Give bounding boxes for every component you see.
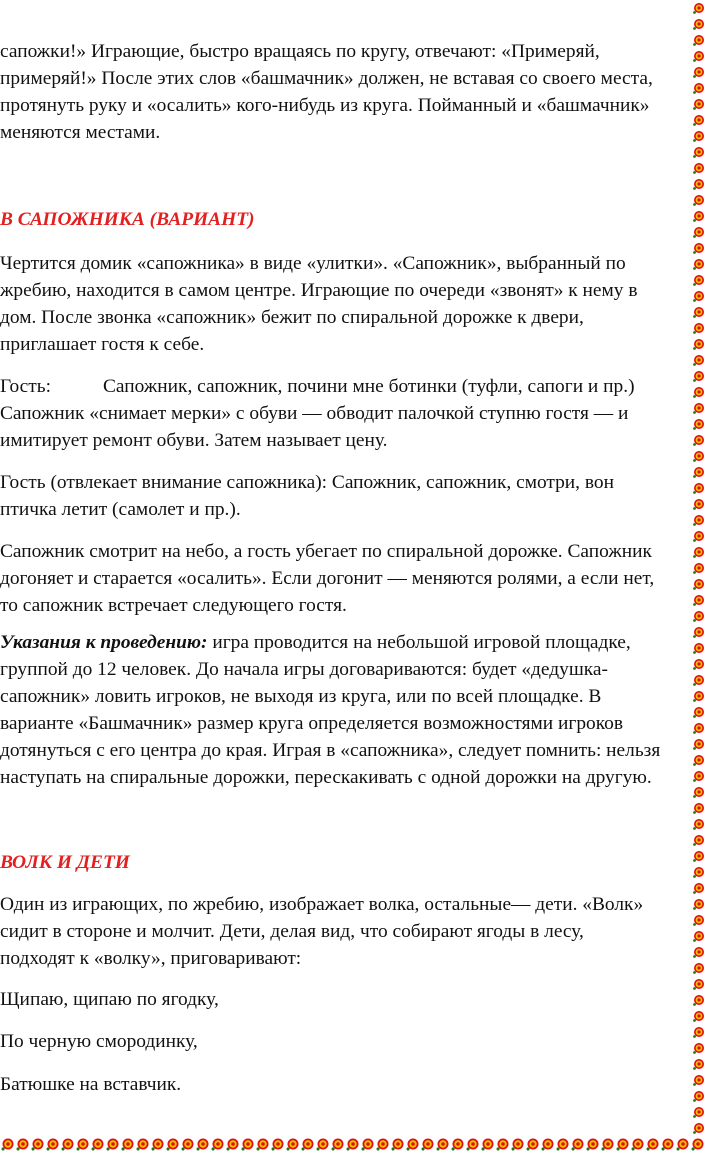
red-flower-icon xyxy=(693,1107,704,1118)
intro-paragraph xyxy=(0,38,690,146)
red-flower-icon xyxy=(137,1139,149,1151)
red-flower-icon xyxy=(302,1139,314,1151)
red-flower-icon xyxy=(497,1139,509,1151)
red-flower-icon xyxy=(693,339,704,350)
red-flower-icon xyxy=(693,979,704,990)
section-heading-volk: ВОЛК И ДЕТИ xyxy=(0,852,130,873)
red-flower-icon xyxy=(47,1139,59,1151)
speaker-label: Гость: xyxy=(0,376,51,397)
red-flower-icon xyxy=(693,947,704,958)
text-line: подходят к «волку», приговаривают: xyxy=(0,948,302,969)
red-flower-icon xyxy=(693,163,704,174)
paragraph-instructions xyxy=(0,629,692,791)
text-line: варианте «Башмачник» размер круга определяется возможностями игроков xyxy=(0,713,624,734)
red-flower-icon xyxy=(693,1091,704,1102)
red-flower-icon xyxy=(693,51,704,62)
red-flower-icon xyxy=(693,835,704,846)
red-flower-icon xyxy=(62,1139,74,1151)
red-flower-icon xyxy=(377,1139,389,1151)
red-flower-icon xyxy=(693,227,704,238)
red-flower-icon xyxy=(693,755,704,766)
red-flower-icon xyxy=(693,35,704,46)
text-line: группой до 12 человек. До начала игры договариваются: будет «дедушка- xyxy=(0,659,608,680)
red-flower-icon xyxy=(512,1139,524,1151)
text-line: догоняет и старается «осалить». Если догонит — меняются ролями, а если нет, xyxy=(0,568,655,589)
text-line: Сапожник «снимает мерки» с обуви — обводит палочкой ступню гостя — и xyxy=(0,403,629,424)
red-flower-icon xyxy=(693,131,704,142)
red-flower-icon xyxy=(693,387,704,398)
red-flower-icon xyxy=(257,1139,269,1151)
red-flower-icon xyxy=(693,659,704,670)
red-flower-icon xyxy=(692,1139,704,1151)
red-flower-icon xyxy=(197,1139,209,1151)
red-flower-icon xyxy=(227,1139,239,1151)
text-line: сапожки!» Играющие, быстро вращаясь по кругу, отвечают: «Примеряй, xyxy=(0,41,600,62)
instructions-text: игра проводится на небольшой игровой площадке, xyxy=(207,632,631,653)
red-flower-icon xyxy=(693,195,704,206)
section-heading-sapozhnik: В САПОЖНИКА (ВАРИАНТ) xyxy=(0,209,255,230)
text-line: сапожник» ловить игроков, не выходя из круга, или по всей площадке. В xyxy=(0,686,602,707)
red-flower-icon xyxy=(693,115,704,126)
red-flower-icon xyxy=(693,547,704,558)
red-flower-icon xyxy=(693,563,704,574)
red-flower-icon xyxy=(693,963,704,974)
red-flower-icon xyxy=(693,867,704,878)
red-flower-icon xyxy=(693,291,704,302)
red-flower-icon xyxy=(693,259,704,270)
text-line: то сапожник встречает следующего гостя. xyxy=(0,595,347,616)
red-flower-icon xyxy=(152,1139,164,1151)
flower-border-right xyxy=(692,0,704,1140)
paragraph-sapozhnik-intro xyxy=(0,250,692,358)
red-flower-icon xyxy=(107,1139,119,1151)
red-flower-icon xyxy=(693,179,704,190)
red-flower-icon xyxy=(693,243,704,254)
red-flower-icon xyxy=(693,883,704,894)
red-flower-icon xyxy=(572,1139,584,1151)
text-line: приглашает гостя к себе. xyxy=(0,334,205,355)
red-flower-icon xyxy=(92,1139,104,1151)
red-flower-icon xyxy=(557,1139,569,1151)
red-flower-icon xyxy=(693,371,704,382)
red-flower-icon xyxy=(407,1139,419,1151)
text-line: дотянуться с его центра до края. Играя в «сапожника», следует помнить: нельзя xyxy=(0,740,661,761)
text-line: Сапожник смотрит на небо, а гость убегает по спиральной дорожке. Сапожник xyxy=(0,541,652,562)
red-flower-icon xyxy=(693,3,704,14)
red-flower-icon xyxy=(693,531,704,542)
red-flower-icon xyxy=(693,323,704,334)
text-line: меняются местами. xyxy=(0,122,161,143)
text-line: Один из играющих, по жребию, изображает волка, остальные— дети. «Волк» xyxy=(0,894,644,915)
red-flower-icon xyxy=(693,931,704,942)
red-flower-icon xyxy=(693,147,704,158)
text-line: протянуть руку и «осалить» кого-нибудь из круга. Пойманный и «башмачник» xyxy=(0,95,650,116)
red-flower-icon xyxy=(693,723,704,734)
red-flower-icon xyxy=(332,1139,344,1151)
text-line: дом. После звонка «сапожник» бежит по спиральной дорожке к двери, xyxy=(0,307,584,328)
instructions-label: Указания к проведению: xyxy=(0,632,208,653)
red-flower-icon xyxy=(347,1139,359,1151)
paragraph-guest-line xyxy=(0,373,692,454)
red-flower-icon xyxy=(212,1139,224,1151)
red-flower-icon xyxy=(17,1139,29,1151)
red-flower-icon xyxy=(693,355,704,366)
red-flower-icon xyxy=(662,1139,674,1151)
text-line: наступать на спиральные дорожки, перескакивать с одной дорожки на другую. xyxy=(0,767,652,788)
red-flower-icon xyxy=(317,1139,329,1151)
red-flower-icon xyxy=(693,739,704,750)
speech-text: Сапожник, сапожник, почини мне ботинки (туфли, сапоги и пр.) xyxy=(103,376,635,397)
text-line: сидит в стороне и молчит. Дети, делая вид, что собирают ягоды в лесу, xyxy=(0,921,584,942)
text-line: имитирует ремонт обуви. Затем называет цену. xyxy=(0,430,388,451)
text-line: Гость (отвлекает внимание сапожника): Сапожник, сапожник, смотри, вон xyxy=(0,472,614,493)
red-flower-icon xyxy=(482,1139,494,1151)
flower-border-bottom xyxy=(0,1133,704,1155)
red-flower-icon xyxy=(527,1139,539,1151)
red-flower-icon xyxy=(693,819,704,830)
red-flower-icon xyxy=(693,467,704,478)
red-flower-icon xyxy=(242,1139,254,1151)
text-line: жребию, находится в самом центре. Играющие по очереди «звонят» к нему в xyxy=(0,280,638,301)
text-line: примеряй!» После этих слов «башмачник» должен, не вставая со своего места, xyxy=(0,68,653,89)
text-line xyxy=(0,373,692,400)
paragraph-volk-intro xyxy=(0,891,692,972)
red-flower-icon xyxy=(647,1139,659,1151)
red-flower-icon xyxy=(617,1139,629,1151)
red-flower-icon xyxy=(693,995,704,1006)
red-flower-icon xyxy=(693,307,704,318)
red-flower-icon xyxy=(693,483,704,494)
red-flower-icon xyxy=(693,787,704,798)
red-flower-icon xyxy=(693,99,704,110)
red-flower-icon xyxy=(693,1027,704,1038)
red-flower-icon xyxy=(632,1139,644,1151)
red-flower-icon xyxy=(542,1139,554,1151)
verse-line: Щипаю, щипаю по ягодку, xyxy=(0,989,219,1010)
red-flower-icon xyxy=(167,1139,179,1151)
red-flower-icon xyxy=(422,1139,434,1151)
red-flower-icon xyxy=(437,1139,449,1151)
red-flower-icon xyxy=(693,515,704,526)
red-flower-icon xyxy=(2,1139,14,1151)
red-flower-icon xyxy=(693,275,704,286)
red-flower-icon xyxy=(693,1075,704,1086)
red-flower-icon xyxy=(693,595,704,606)
red-flower-icon xyxy=(602,1139,614,1151)
red-flower-icon xyxy=(693,419,704,430)
red-flower-icon xyxy=(693,611,704,622)
red-flower-icon xyxy=(693,435,704,446)
red-flower-icon xyxy=(693,83,704,94)
text-line: птичка летит (самолет и пр.). xyxy=(0,499,241,520)
text-line: Чертится домик «сапожника» в виде «улитки». «Сапожник», выбранный по xyxy=(0,253,626,274)
red-flower-icon xyxy=(693,899,704,910)
red-flower-icon xyxy=(693,499,704,510)
red-flower-icon xyxy=(122,1139,134,1151)
red-flower-icon xyxy=(467,1139,479,1151)
verse-line: Батюшке на вставчик. xyxy=(0,1074,182,1095)
red-flower-icon xyxy=(693,1059,704,1070)
red-flower-icon xyxy=(32,1139,44,1151)
red-flower-icon xyxy=(362,1139,374,1151)
red-flower-icon xyxy=(693,691,704,702)
red-flower-icon xyxy=(272,1139,284,1151)
red-flower-icon xyxy=(77,1139,89,1151)
red-flower-icon xyxy=(392,1139,404,1151)
red-flower-icon xyxy=(693,1043,704,1054)
red-flower-icon xyxy=(587,1139,599,1151)
text-line xyxy=(0,629,692,656)
red-flower-icon xyxy=(693,627,704,638)
red-flower-icon xyxy=(693,451,704,462)
verse-line: По черную смородинку, xyxy=(0,1031,198,1052)
red-flower-icon xyxy=(693,675,704,686)
red-flower-icon xyxy=(693,1011,704,1022)
red-flower-icon xyxy=(182,1139,194,1151)
red-flower-icon xyxy=(693,707,704,718)
paragraph-chase xyxy=(0,538,692,619)
red-flower-icon xyxy=(693,643,704,654)
red-flower-icon xyxy=(693,211,704,222)
red-flower-icon xyxy=(693,579,704,590)
paragraph-guest-distract xyxy=(0,469,692,523)
red-flower-icon xyxy=(452,1139,464,1151)
red-flower-icon xyxy=(287,1139,299,1151)
red-flower-icon xyxy=(693,851,704,862)
red-flower-icon xyxy=(693,67,704,78)
red-flower-icon xyxy=(693,803,704,814)
red-flower-icon xyxy=(677,1139,689,1151)
red-flower-icon xyxy=(693,771,704,782)
red-flower-icon xyxy=(693,403,704,414)
red-flower-icon xyxy=(693,915,704,926)
red-flower-icon xyxy=(693,19,704,30)
